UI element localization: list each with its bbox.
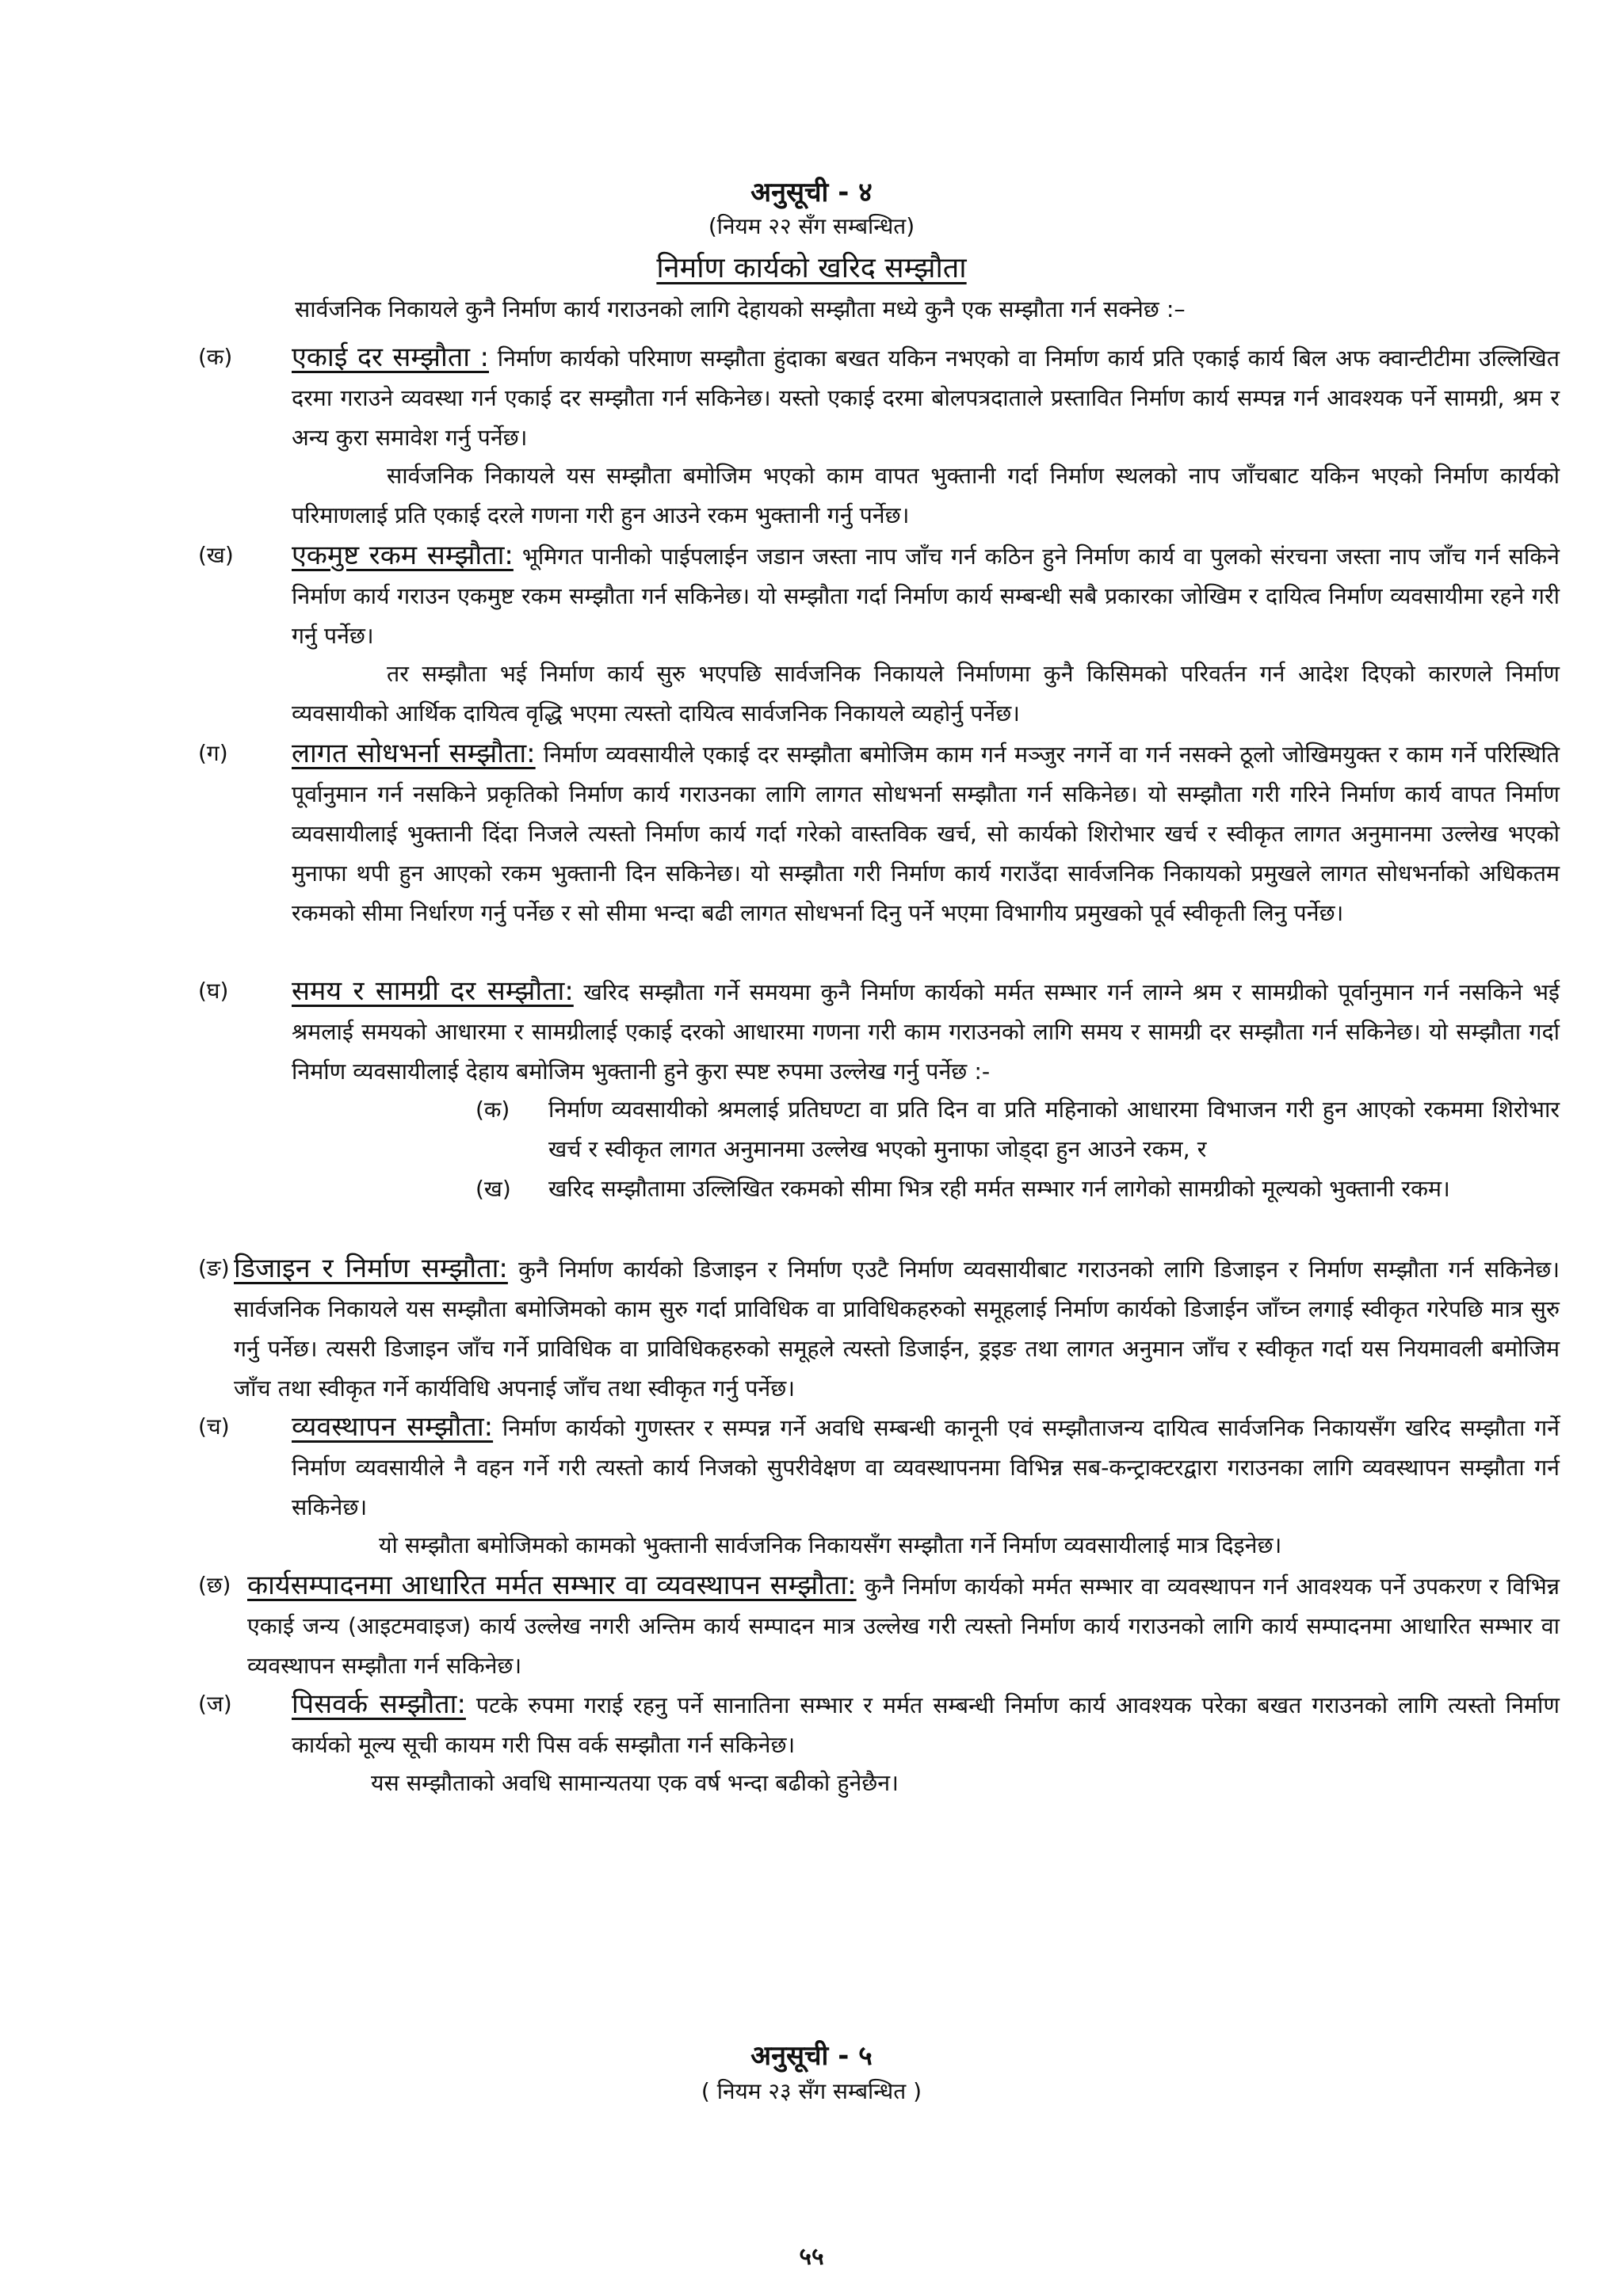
subitem-ka-marker: (क) bbox=[475, 1097, 510, 1123]
annex-5-rule-reference: ( नियम २३ सँग सम्बन्धित ) bbox=[701, 2078, 922, 2104]
item-ga-text: निर्माण व्यवसायीले एकाई दर सम्झौता बमोजिम काम गर्न मञ्जुर नगर्ने वा गर्न नसक्ने ठूलो जोखिमयुक्त र काम गर्ने परिस्थिति पूर्वानुमान गर्न नसकिने प्रकृतिको निर्माण कार्य गराउनका लागि लागत सोधभर्ना सम्झौता गर्न सकिनेछ। यो सम्झौता गरी गरिने निर्माण कार्य वापत निर्माण व्यवसायीलाई भुक्तानी दिंदा निजले त्यस्तो निर्माण कार्य गर्दा गरेको वास्तविक खर्च, सो कार्यको शिरोभार खर्च र स्वीकृत लागत अनुमानमा उल्लेख भएको मुनाफा थपी हुन आएको रकम भुक्तानी दिन सकिनेछ। यो सम्झौता गरी निर्माण कार्य गराउँदा सार्वजनिक निकायको प्रमुखले लागत सोधभर्नाको अधिकतम रकमको सीमा निर्धारण गर्नु पर्नेछ र सो सीमा भन्दा बढी लागत सोधभर्ना दिनु पर्ने भएमा विभागीय प्रमुखको पूर्व स्वीकृती लिनु पर्नेछ। bbox=[292, 742, 1560, 926]
item-ja-term: पिसवर्क सम्झौता: bbox=[292, 1688, 466, 1720]
item-nga-paragraph bbox=[234, 1249, 1560, 1409]
item-ka-marker: (क) bbox=[198, 344, 233, 370]
annex-5-heading: अनुसूची - ५ bbox=[750, 2040, 873, 2072]
item-gha-term: समय र सामग्री दर सम्झौता: bbox=[292, 975, 574, 1007]
item-nga-text: कुनै निर्माण कार्यको डिजाइन र निर्माण एउटै निर्माण व्यवसायीबाट गराउनको लागि डिजाइन र निर्माण सम्झौता गर्न सकिनेछ। सार्वजनिक निकायले यस सम्झौता बमोजिमको काम सुरु गर्दा प्राविधिक वा प्राविधिकहरुको समूहलाई निर्माण कार्यको डिजाईन जाँच्न लगाई स्वीकृत गरेपछि मात्र सुरु गर्नु पर्नेछ। त्यसरी डिजाइन जाँच गर्ने प्राविधिक वा प्राविधिकहरुको समूहले त्यस्तो डिजाईन, ड्रइङ तथा लागत अनुमान जाँच र स्वीकृत गर्दा यस नियमावली बमोजिम जाँच तथा स्वीकृत गर्ने कार्यविधि अपनाई जाँच तथा स्वीकृत गर्नु पर्नेछ। bbox=[234, 1257, 1560, 1402]
item-kha-marker: (ख) bbox=[198, 542, 234, 568]
intro-paragraph: सार्वजनिक निकायले कुनै निर्माण कार्य गराउनको लागि देहायको सम्झौता मध्ये कुनै एक सम्झौता गर्न सक्नेछ :– bbox=[295, 296, 1186, 322]
item-cha-paragraph bbox=[292, 1407, 1560, 1527]
item-cha-marker: (च) bbox=[198, 1413, 230, 1440]
item-kha-note: तर सम्झौता भई निर्माण कार्य सुरु भएपछि सार्वजनिक निकायले निर्माणमा कुनै किसिमको परिवर्तन गर्न आदेश दिएको कारणले निर्माण व्यवसायीको आर्थिक दायित्व वृद्धि भएमा त्यस्तो दायित्व सार्वजनिक निकायले व्यहोर्नु पर्नेछ। bbox=[292, 661, 1560, 727]
item-ja-paragraph bbox=[292, 1684, 1560, 1765]
item-gha-paragraph bbox=[292, 971, 1560, 1092]
item-ga-term: लागत सोधभर्ना सम्झौता: bbox=[292, 738, 536, 769]
annex-4-title: निर्माण कार्यको खरिद सम्झौता bbox=[656, 252, 967, 284]
item-gha-marker: (घ) bbox=[198, 978, 229, 1004]
item-kha-text: भूमिगत पानीको पाईपलाईन जडान जस्ता नाप जाँच गर्न कठिन हुने निर्माण कार्य वा पुलको संरचना जस्ता नाप जाँच गर्न सकिने निर्माण कार्य गराउन एकमुष्ट रकम सम्झौता गर्न सकिनेछ। यो सम्झौता गर्दा निर्माण कार्य सम्बन्धी सबै प्रकारका जोखिम र दायित्व निर्माण व्यवसायीमा रहने गरी गर्नु पर्नेछ। bbox=[292, 543, 1560, 649]
item-ga-marker: (ग) bbox=[198, 740, 228, 766]
annex-4-heading: अनुसूची - ४ bbox=[750, 177, 873, 208]
item-kha-paragraph bbox=[292, 536, 1560, 656]
item-ja-text: पटके रुपमा गराई रहनु पर्ने सानातिना सम्भार र मर्मत सम्बन्धी निर्माण कार्य आवश्यक परेका बखत गराउनको लागि त्यस्तो निर्माण कार्यको मूल्य सूची कायम गरी पिस वर्क सम्झौता गर्न सकिनेछ। bbox=[292, 1692, 1560, 1758]
item-ka-text: निर्माण कार्यको परिमाण सम्झौता हुंदाका बखत यकिन नभएको वा निर्माण कार्य प्रति एकाई कार्य बिल अफ क्वान्टीटीमा उल्लिखित दरमा गराउने व्यवस्था गर्न एकाई दर सम्झौता गर्न सकिनेछ। यस्तो एकाई दरमा बोलपत्रदाताले प्रस्तावित निर्माण कार्य सम्पन्न गर्न आवश्यक पर्ने सामग्री, श्रम र अन्य कुरा समावेश गर्नु पर्नेछ। bbox=[292, 345, 1560, 451]
item-chha-paragraph bbox=[247, 1566, 1560, 1686]
item-ka-note: सार्वजनिक निकायले यस सम्झौता बमोजिम भएको काम वापत भुक्तानी गर्दा निर्माण स्थलको नाप जाँचबाट यकिन भएको निर्माण कार्यको परिमाणलाई प्रति एकाई दरले गणना गरी हुन आउने रकम भुक्तानी गर्नु पर्नेछ। bbox=[292, 463, 1560, 528]
annex-4-rule-reference: (नियम २२ सँग सम्बन्धित) bbox=[708, 213, 915, 239]
item-ka-term: एकाई दर सम्झौता : bbox=[292, 341, 489, 373]
item-ka-paragraph bbox=[292, 338, 1560, 458]
subitem-kha-text: खरिद सम्झौतामा उल्लिखित रकमको सीमा भित्र रही मर्मत सम्भार गर्न लागेको सामग्रीको मूल्यको भुक्तानी रकम। bbox=[548, 1176, 1450, 1202]
subitem-ka-text: निर्माण व्यवसायीको श्रमलाई प्रतिघण्टा वा प्रति दिन वा प्रति महिनाको आधारमा विभाजन गरी हुन आएको रकममा शिरोभार खर्च र स्वीकृत लागत अनुमानमा उल्लेख भएको मुनाफा जोड्दा हुन आउने रकम, र bbox=[548, 1097, 1560, 1162]
item-nga-marker: (ङ) bbox=[198, 1255, 230, 1281]
item-kha-term: एकमुष्ट रकम सम्झौता: bbox=[292, 540, 514, 571]
item-nga-term: डिजाइन र निर्माण सम्झौता: bbox=[234, 1253, 508, 1284]
item-gha-text: खरिद सम्झौता गर्ने समयमा कुनै निर्माण कार्यको मर्मत सम्भार गर्न लाग्ने श्रम र सामग्रीको पूर्वानुमान गर्न नसकिने भई श्रमलाई समयको आधारमा र सामग्रीलाई एकाई दरको आधारमा गणना गरी काम गराउनको लागि समय र सामग्री दर सम्झौता गर्न सकिनेछ। यो सम्झौता गर्दा निर्माण व्यवसायीलाई देहाय बमोजिम भुक्तानी हुने कुरा स्पष्ट रुपमा उल्लेख गर्नु पर्नेछ :- bbox=[292, 979, 1560, 1085]
item-chha-term: कार्यसम्पादनमा आधारित मर्मत सम्भार वा व्यवस्थापन सम्झौता: bbox=[247, 1569, 857, 1601]
item-cha-note: यो सम्झौता बमोजिमको कामको भुक्तानी सार्वजनिक निकायसँग सम्झौता गर्ने निर्माण व्यवसायीलाई मात्र दिइनेछ। bbox=[379, 1532, 1282, 1558]
item-chha-text: कुनै निर्माण कार्यको मर्मत सम्भार वा व्यवस्थापन गर्न आवश्यक पर्ने उपकरण र विभिन्न एकाई जन्य (आइटमवाइज) कार्य उल्लेख नगरी अन्तिम कार्य सम्पादन मात्र उल्लेख गरी त्यस्तो निर्माण कार्य गराउनको लागि कार्य सम्पादनमा आधारित सम्भार वा व्यवस्थापन सम्झौता गर्न सकिनेछ। bbox=[247, 1573, 1560, 1679]
item-chha-marker: (छ) bbox=[198, 1572, 231, 1598]
item-cha-term: व्यवस्थापन सम्झौता: bbox=[292, 1411, 494, 1443]
page-number: ५५ bbox=[799, 2243, 824, 2271]
subitem-kha-marker: (ख) bbox=[475, 1176, 511, 1202]
item-cha-text: निर्माण कार्यको गुणस्तर र सम्पन्न गर्ने अवधि सम्बन्धी कानूनी एवं सम्झौताजन्य दायित्व सार्वजनिक निकायसँग खरिद सम्झौता गर्ने निर्माण व्यवसायीले नै वहन गर्ने गरी त्यस्तो कार्य निजको सुपरीवेक्षण वा व्यवस्थापनमा विभिन्न सब-कन्ट्राक्टरद्वारा गराउनका लागि व्यवस्थापन सम्झौता गर्न सकिनेछ। bbox=[292, 1415, 1560, 1520]
item-ja-note: यस सम्झौताको अवधि सामान्यतया एक वर्ष भन्दा बढीको हुनेछैन। bbox=[371, 1770, 899, 1796]
item-ja-marker: (ज) bbox=[198, 1691, 232, 1717]
item-ga-paragraph bbox=[292, 734, 1560, 933]
